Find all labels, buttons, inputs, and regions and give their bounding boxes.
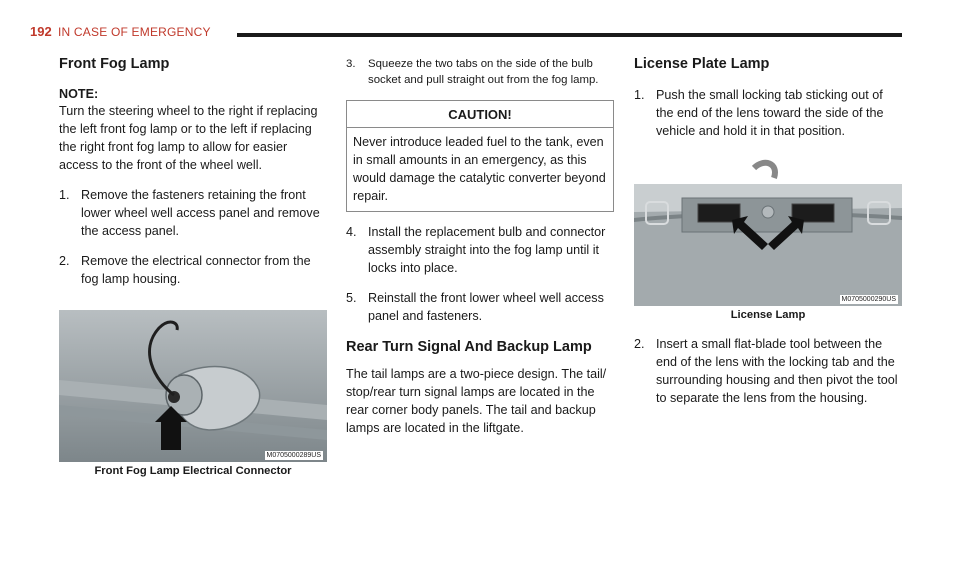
license-lamp-image — [634, 158, 902, 306]
caution-text: Never introduce leaded fuel to the tank, even in small amounts in an emergency, as this would damage the catalytic converter beyond repair. — [353, 135, 606, 203]
caution-box — [346, 100, 614, 212]
front-fog-lamp-heading: Front Fog Lamp — [59, 56, 170, 72]
caution-title: CAUTION! — [347, 101, 613, 128]
page-number: 192 — [30, 24, 52, 39]
rear-turn-signal-heading: Rear Turn Signal And Backup Lamp — [346, 339, 592, 355]
step-3 — [346, 56, 614, 88]
step-number: 4. — [346, 225, 357, 239]
figure-caption: Front Fog Lamp Electrical Connector — [94, 465, 292, 477]
note-block — [59, 86, 327, 174]
fog-lamp-connector-image — [59, 310, 327, 462]
step-number: 1. — [634, 88, 645, 102]
figure-code: M0705000290US — [841, 296, 896, 303]
fog-lamp-illustration — [59, 310, 327, 462]
step-text: Insert a small flat-blade tool between the end of the lens with the locking tab and the surrounding housing and then pivot the tool to separate the lens from the housing. — [656, 337, 898, 405]
column-front-fog-lamp — [59, 56, 327, 477]
license-lamp-illustration — [634, 158, 902, 306]
step-2 — [59, 252, 327, 288]
note-label: NOTE: — [59, 87, 99, 101]
step-number: 3. — [346, 58, 356, 70]
license-plate-lamp-heading: License Plate Lamp — [634, 56, 770, 72]
step-number: 1. — [59, 188, 70, 202]
page-header — [30, 24, 902, 44]
section-title: IN CASE OF EMERGENCY — [58, 25, 211, 39]
column-caution — [346, 56, 614, 437]
figure-code: M0705000289US — [266, 452, 321, 459]
header-rule — [237, 33, 902, 37]
step-number: 2. — [634, 337, 645, 351]
step-number: 2. — [59, 254, 70, 268]
column-license-plate-lamp — [634, 56, 902, 407]
step-text: Squeeze the two tabs on the side of the bulb socket and pull straight out from the fog lamp. — [368, 58, 599, 86]
step-1 — [59, 186, 327, 240]
note-text: Turn the steering wheel to the right if replacing the left front fog lamp or to the left if replacing the right front fog lamp to allow for easier access to the front of the wheel well. — [59, 104, 318, 172]
step-text: Remove the electrical connector from the fog lamp housing. — [81, 254, 311, 286]
step-2 — [634, 335, 902, 407]
step-text: Push the small locking tab sticking out of the end of the lens toward the side of the vehicle and hold it in that position. — [656, 88, 884, 138]
step-4 — [346, 223, 614, 277]
step-text: Reinstall the front lower wheel well access panel and fasteners. — [368, 291, 604, 323]
step-5 — [346, 289, 614, 325]
step-text: Remove the fasteners retaining the front lower wheel well access panel and remove the access panel. — [81, 188, 320, 238]
figure-caption: License Lamp — [730, 309, 806, 321]
rear-lamps-paragraph: The tail lamps are a two-piece design. The tail/ stop/rear turn signal lamps are located in the rear corner body panels. The tail and backup lamps are located in the liftgate. — [346, 367, 607, 435]
step-text: Install the replacement bulb and connector assembly straight into the fog lamp until it locks into place. — [368, 225, 606, 275]
step-1 — [634, 86, 902, 140]
step-number: 5. — [346, 291, 357, 305]
